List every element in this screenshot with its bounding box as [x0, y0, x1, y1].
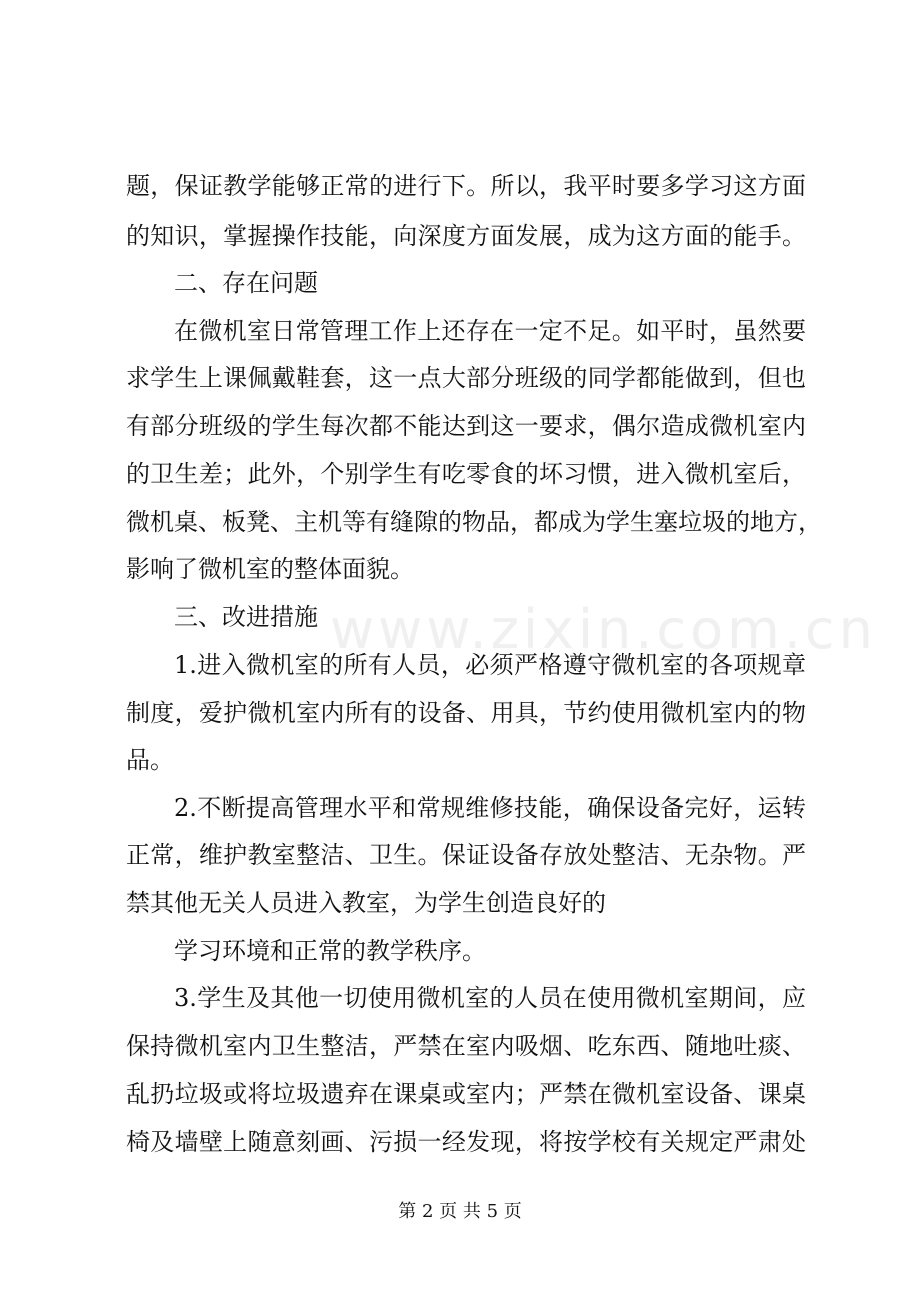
body-text-line: 品。: [126, 746, 174, 774]
body-text-line: 求学生上课佩戴鞋套，这一点大部分班级的同学都能做到，但也: [126, 364, 806, 392]
section-heading: 二、存在问题: [174, 269, 318, 297]
body-text-line: 学习环境和正常的教学秩序。: [174, 937, 486, 965]
body-text-line: 微机桌、板凳、主机等有缝隙的物品，都成为学生塞垃圾的地方，: [126, 508, 822, 536]
page-number: 第 2 页 共 5 页: [398, 1201, 522, 1222]
body-text-line: 2.不断提高管理水平和常规维修技能，确保设备完好，运转: [174, 794, 806, 822]
body-text-line: 的卫生差；此外，个别学生有吃零食的坏习惯，进入微机室后，: [126, 460, 806, 488]
body-text-line: 1.进入微机室的所有人员，必须严格遵守微机室的各项规章: [174, 651, 806, 679]
body-text-line: 题，保证教学能够正常的进行下。所以，我平时要多学习这方面: [126, 172, 806, 200]
body-text-line: 正常，维护教室整洁、卫生。保证设备存放处整洁、无杂物。严: [126, 841, 806, 869]
body-text-line: 乱扔垃圾或将垃圾遗弃在课桌或室内；严禁在微机室设备、课桌: [126, 1080, 806, 1108]
body-text-line: 有部分班级的学生每次都不能达到这一要求，偶尔造成微机室内: [126, 412, 806, 440]
body-text-line: 影响了微机室的整体面貌。: [126, 555, 414, 583]
body-text-line: 保持微机室内卫生整洁，严禁在室内吸烟、吃东西、随地吐痰、: [126, 1032, 806, 1060]
body-text-line: 椅及墙壁上随意刻画、污损一经发现，将按学校有关规定严肃处: [126, 1128, 806, 1156]
body-text-line: 禁其他无关人员进入教室，为学生创造良好的: [126, 889, 606, 917]
section-heading: 三、改进措施: [174, 603, 318, 631]
body-text-line: 在微机室日常管理工作上还存在一定不足。如平时，虽然要: [174, 317, 806, 345]
body-text-line: 的知识，掌握操作技能，向深度方面发展，成为这方面的能手。: [126, 222, 806, 250]
watermark: www.zixin.com.cn: [330, 598, 877, 661]
body-text-line: 3.学生及其他一切使用微机室的人员在使用微机室期间，应: [174, 984, 806, 1012]
body-text-line: 制度，爱护微机室内所有的设备、用具，节约使用微机室内的物: [126, 699, 806, 727]
